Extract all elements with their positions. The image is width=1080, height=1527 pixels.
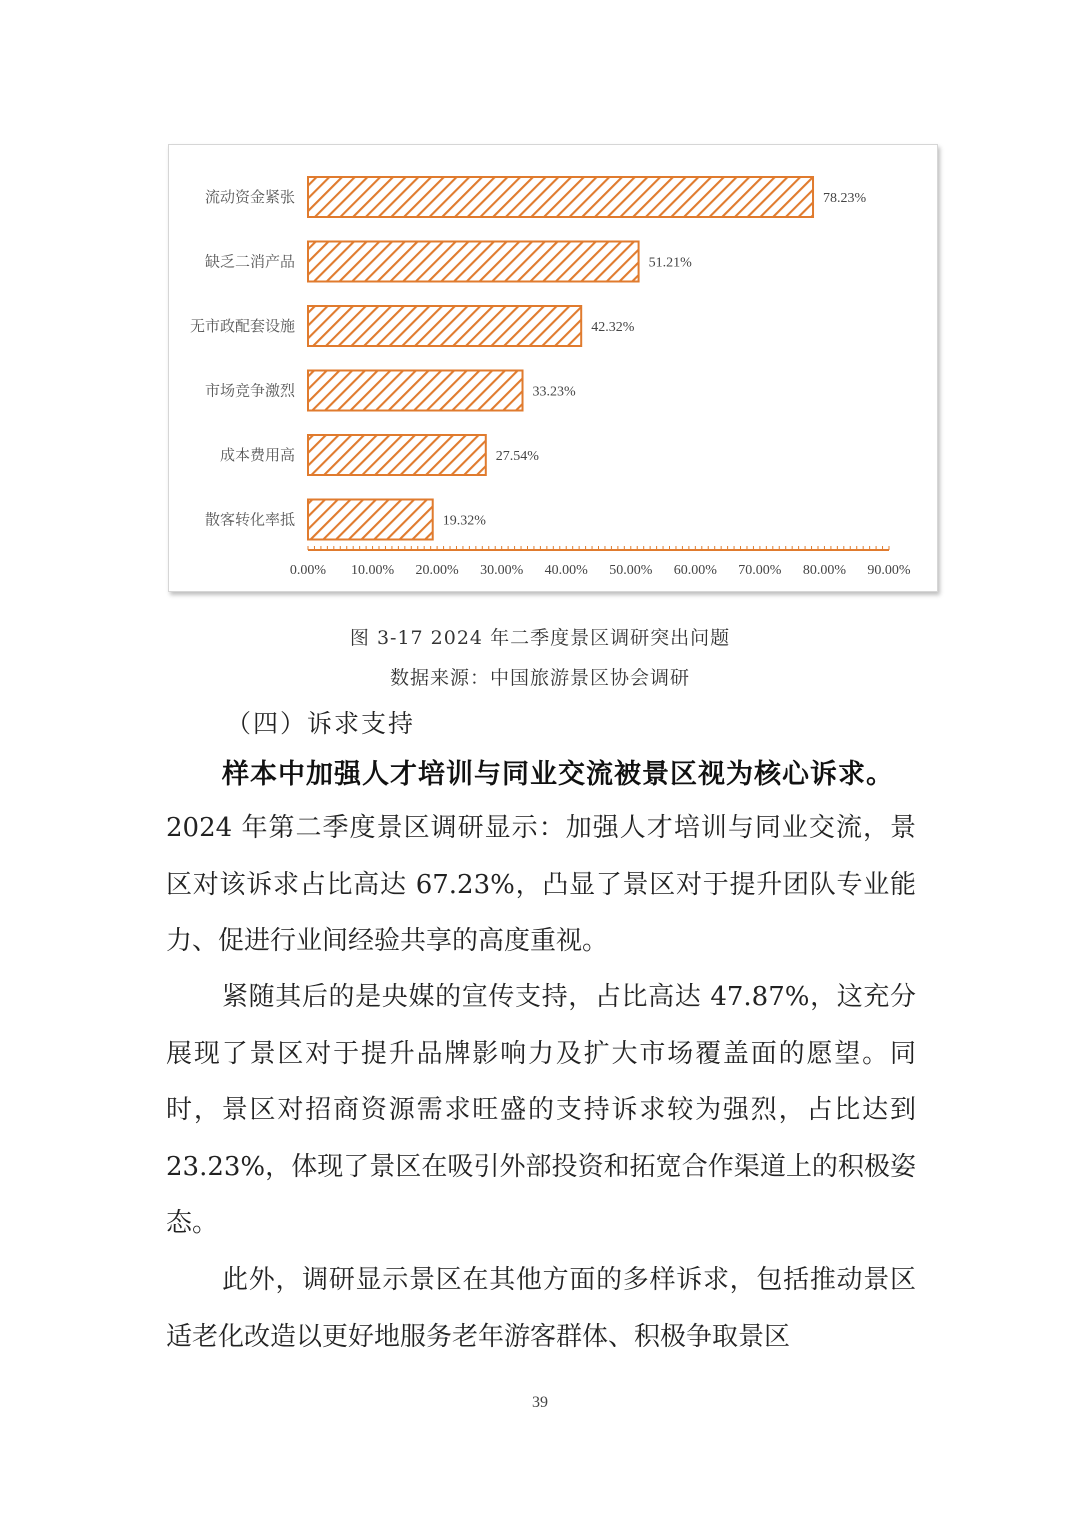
x-tick-label: 0.00%	[289, 563, 327, 578]
bar	[308, 306, 581, 346]
chart-canvas	[169, 145, 937, 591]
value-label: 78.23%	[823, 191, 867, 206]
category-label: 流动资金紧张	[204, 188, 295, 206]
value-label: 42.32%	[591, 320, 635, 335]
x-tick-label: 90.00%	[867, 563, 911, 578]
bar	[308, 435, 486, 475]
bar	[308, 242, 639, 282]
x-tick-label: 40.00%	[544, 563, 588, 578]
figure-source: 数据来源：中国旅游景区协会调研	[389, 667, 690, 689]
value-label: 27.54%	[495, 449, 539, 464]
category-label: 散客转化率抵	[204, 510, 295, 529]
category-label: 无市政配套设施	[189, 317, 295, 335]
page-number: 39	[532, 1394, 548, 1411]
x-tick-label: 20.00%	[415, 563, 459, 578]
figure-caption: 图 3-17 2024 年二季度景区调研突出问题	[349, 627, 731, 649]
bar	[308, 500, 433, 540]
value-label: 33.23%	[532, 384, 576, 400]
paragraph-1: 2024 年第二季度景区调研显示：加强人才培训与同业交流，景区对该诉求占比高达 67.23%，凸显了景区对于提升团队专业能力、促进行业间经验共享的高度重视。	[166, 813, 916, 956]
paragraph-3: 此外，调研显示景区在其他方面的多样诉求，包括推动景区适老化改造以更好地服务老年游客群体、积极争取景区	[166, 1265, 916, 1352]
bar	[308, 177, 813, 217]
category-label: 缺乏二消产品	[204, 252, 295, 271]
bar-chart	[168, 144, 938, 592]
section-heading: （四）诉求支持	[226, 709, 416, 738]
category-label: 成本费用高	[219, 446, 295, 464]
x-tick-label: 50.00%	[609, 563, 653, 578]
x-tick-label: 80.00%	[802, 563, 847, 578]
bar	[308, 371, 523, 411]
value-label: 19.32%	[442, 513, 486, 529]
value-label: 51.21%	[648, 255, 692, 271]
x-tick-label: 60.00%	[673, 563, 717, 578]
category-label: 市场竞争激烈	[204, 381, 295, 400]
x-tick-label: 10.00%	[350, 563, 395, 578]
x-tick-label: 70.00%	[738, 563, 782, 578]
x-tick-label: 30.00%	[480, 563, 524, 578]
paragraph-2: 紧随其后的是央媒的宣传支持，占比高达 47.87%，这充分展现了景区对于提升品牌影响力及扩大市场覆盖面的愿望。同时，景区对招商资源需求旺盛的支持诉求较为强烈，占比达到 23.23%，体现了景区在吸引外部投资和拓宽合作渠道上的积极姿态。	[166, 982, 916, 1238]
lead-sentence: 样本中加强人才培训与同业交流被景区视为核心诉求。	[222, 759, 894, 790]
